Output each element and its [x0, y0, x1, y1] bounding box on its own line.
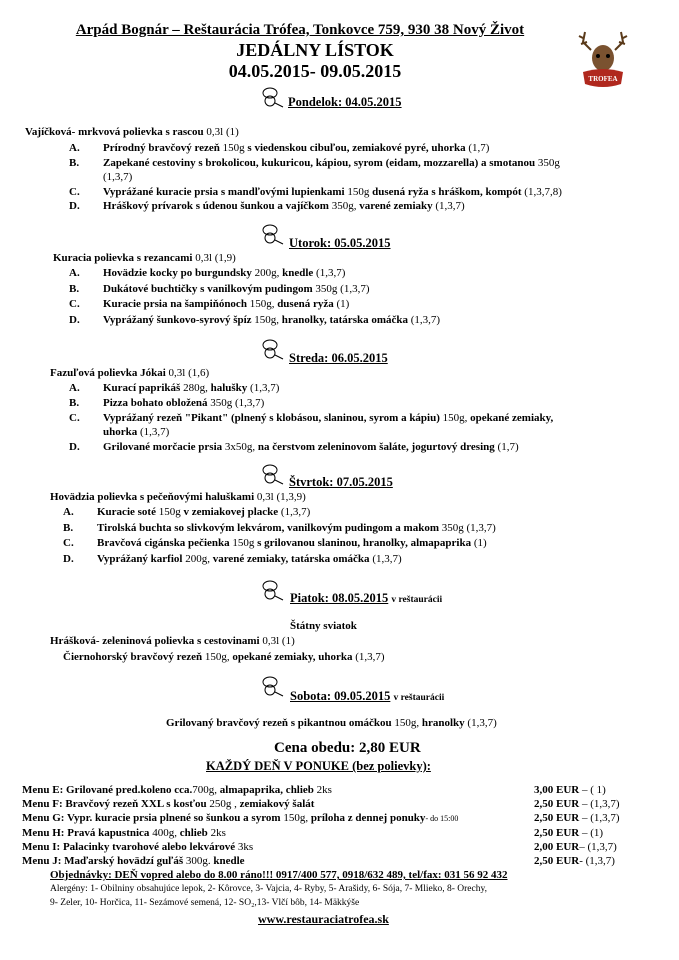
daily-menu-item: Menu J: Maďarský hovädzí guľáš 300g. knedle — [22, 855, 245, 867]
chef-icon — [258, 85, 286, 111]
day-heading-tuesday: Utorok: 05.05.2015 — [289, 236, 391, 250]
menu-item: (1,3,7) — [103, 171, 133, 183]
daily-menu-price: 2,50 EUR- (1,3,7) — [534, 855, 615, 867]
lunch-price: Cena obedu: 2,80 EUR — [274, 740, 421, 756]
day-heading-monday: Pondelok: 04.05.2015 — [288, 95, 402, 109]
menu-item: B. Pizza bohato obložená 350g (1,3,7) — [69, 396, 265, 409]
daily-menu-price: 2,50 EUR – (1,3,7) — [534, 812, 620, 825]
chef-icon — [258, 578, 286, 604]
logo-text: TROFEA — [588, 75, 618, 83]
main-saturday: Grilovaný bravčový rezeň s pikantnou omáčkou 150g, hranolky (1,3,7) — [166, 717, 497, 729]
daily-menu-price: 3,00 EUR – ( 1) — [534, 784, 606, 796]
daily-menu-item: Menu G: Vypr. kuracie prsia plnené so šunkou a syrom 150g, príloha z dennej ponuky- do 15:00 — [22, 812, 459, 825]
daily-menu-price: 2,50 EUR – (1) — [534, 826, 604, 839]
menu-item: B. Tirolská buchta so slivkovým lekvárom, vanilkovým pudingom a makom 350g (1,3,7) — [63, 521, 496, 534]
menu-item: D. Vyprážaný šunkovo-syrový špíz 150g, hranolky, tatárska omáčka (1,3,7) — [69, 313, 441, 326]
menu-item: C. Bravčová cigánska pečienka 150g s grilovanou slaninou, hranolky, almapaprika (1) — [63, 537, 487, 549]
chef-icon — [258, 674, 286, 700]
website-link[interactable]: www.restauraciatrofea.sk — [258, 912, 389, 926]
daily-offer-heading: KAŽDÝ DEŇ V PONUKE (bez polievky): — [206, 759, 431, 773]
daily-menu-item: Menu F: Bravčový rezeň XXL s kosťou 250g , zemiakový šalát — [22, 798, 315, 811]
day-heading-saturday: Sobota: 09.05.2015 v reštaurácii — [290, 689, 445, 703]
menu-item: A. Kuracie soté 150g v zemiakovej placke (1,3,7) — [63, 506, 311, 518]
soup-wednesday: Fazuľová polievka Jókai 0,3l (1,6) — [50, 367, 210, 379]
soup-thursday: Hovädzia polievka s pečeňovými haluškami 0,3l (1,3,9) — [50, 491, 306, 503]
soup-monday: Vajíčková- mrkvová polievka s rascou 0,3l (1) — [25, 126, 239, 138]
restaurant-logo — [577, 28, 629, 94]
day-heading-friday: Piatok: 08.05.2015 v reštaurácii — [290, 591, 443, 605]
main-friday: Čiernohorský bravčový rezeň 150g, opekané zemiaky, uhorka (1,3,7) — [63, 651, 385, 663]
menu-item: B. Zapekané cestoviny s brokolicou, kukuricou, kápiou, syrom (eidam, mozzarella) a smotanou 350g — [69, 156, 560, 169]
daily-menu-item: Menu E: Grilované pred.koleno cca.700g, almapaprika, chlieb 2ks — [22, 784, 332, 796]
menu-item: D. Grilované morčacie prsia 3x50g, na čerstvom zeleninovom šaláte, jogurtový dresing (1,7) — [69, 441, 519, 454]
allergens-line-1: Alergény: 1- Obilniny obsahujúce lepok, 2- Kôrovce, 3- Vajcia, 4- Ryby, 5- Arašidy, 6- Sója, 7- Mlieko, 8- Orechy, — [50, 884, 487, 894]
menu-item: D. Vyprážaný karfiol 200g, varené zemiaky, tatárska omáčka (1,3,7) — [63, 552, 402, 565]
menu-item: uhorka (1,3,7) — [103, 426, 170, 439]
menu-dates: 04.05.2015- 09.05.2015 — [228, 61, 402, 81]
chef-icon — [258, 222, 286, 248]
menu-item: C. Vyprážané kuracie prsia s mandľovými lupienkami 150g dusená ryža s hráškom, kompót (1,3,7,8) — [69, 185, 562, 198]
allergens-line-2: 9- Zeler, 10- Horčica, 11- Sezámové semená, 12- SO₂,13- Vlčí bôb, 14- Mäkkýše — [50, 898, 360, 908]
menu-item: A. Prírodný bravčový rezeň 150g s viedenskou cibuľou, zemiakové pyré, uhorka (1,7) — [69, 142, 490, 154]
chef-icon — [258, 337, 286, 363]
daily-menu-item: Menu I: Palacinky tvarohové alebo lekvárové 3ks — [22, 840, 254, 853]
daily-menu-price: 2,50 EUR – (1,3,7) — [534, 798, 620, 811]
holiday-note: Štátny sviatok — [290, 620, 357, 632]
chef-icon — [258, 462, 286, 488]
soup-friday: Hrášková- zeleninová polievka s cestovinami 0,3l (1) — [50, 635, 295, 647]
daily-menu-item: Menu H: Pravá kapustnica 400g, chlieb 2ks — [22, 826, 226, 839]
menu-item: A. Kurací paprikáš 280g, halušky (1,3,7) — [69, 382, 280, 394]
menu-item: B. Dukátové buchtičky s vanilkovým pudingom 350g (1,3,7) — [69, 282, 370, 295]
orders-info: Objednávky: DEŇ vopred alebo do 8.00 ráno!!! 0917/400 577, 0918/632 489, tel/fax: 031 56 92 432 — [50, 869, 508, 881]
restaurant-address: Arpád Bognár – Reštaurácia Trófea, Tonkovce 759, 930 38 Nový Život — [75, 22, 525, 38]
menu-item: A. Hovädzie kocky po burgundsky 200g, knedle (1,3,7) — [69, 267, 346, 279]
menu-item: D. Hráškový prívarok s údenou šunkou a vajíčkom 350g, varené zemiaky (1,3,7) — [69, 200, 465, 212]
daily-menu-price: 2,00 EUR– (1,3,7) — [534, 840, 617, 853]
menu-item: C. Vyprážaný rezeň "Pikant" (plnený s klobásou, slaninou, syrom a kápiu) 150g, opekané zemiaky, — [69, 411, 554, 424]
menu-title: JEDÁLNY LÍSTOK — [236, 40, 394, 60]
day-heading-thursday: Štvrtok: 07.05.2015 — [289, 475, 393, 489]
day-heading-wednesday: Streda: 06.05.2015 — [289, 351, 388, 365]
soup-tuesday: Kuracia polievka s rezancami 0,3l (1,9) — [53, 252, 236, 264]
menu-item: C. Kuracie prsia na šampiňónoch 150g, dusená ryža (1) — [69, 298, 350, 310]
